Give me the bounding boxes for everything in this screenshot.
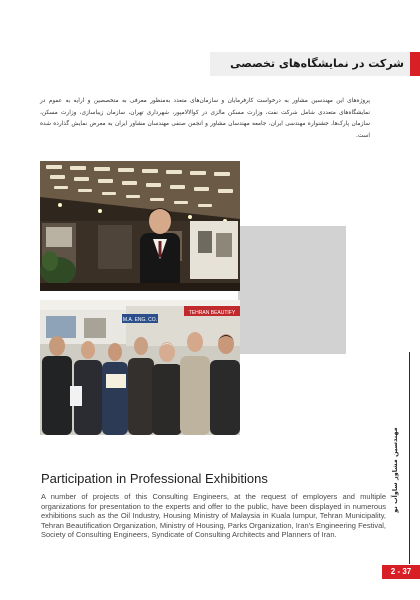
side-company-name-fa: مهندسین مشاور ساوآب نو xyxy=(391,427,399,513)
booth-sign-text: M.A. ENG. CO. xyxy=(122,317,158,323)
section-heading-en: Participation in Professional Exhibitions xyxy=(41,471,268,486)
exhibition-photo-2 xyxy=(40,300,240,435)
page-title-fa: شرکت در نمایشگاه‌های تخصصی xyxy=(230,57,404,70)
intro-paragraph-fa: پروژه‌های این مهندسین مشاور به درخواست کارفرمایان و سازمان‌های متعدد به‌منظور معرفی به متخصصین و ارایه به عموم در نمایشگاه‌های متعددی شامل شرکت نفت، وزارت مسکن مالزی در کوالالامپور، شهرداری تهران، سازمان زیباسازی، وزارت مسکن، سازمان پارک‌ها، جشنواره مهندسی ایران، جامعه مهندسان مشاور و انجمن صنفی مهندسان مشاور ایران به معرض نمایش گذارده شده است. xyxy=(40,98,370,139)
page-number: 2 - 37 xyxy=(382,565,420,579)
section-body-en: A number of projects of this Consulting Engineers, at the request of employers and multiple organizations for presentation to the experts and offer to the public, have been displayed in numerous exhibitions such as the Oil Industry, Housing Ministry of Malaysia in Kuala lumpur, Tehran Municipality, Tehran Beautification Organization, Ministry of Housing, Parks Organization, Iran's Engineering Festival, Society of Consulting Engineers, Syndicate of Consulting Architects and Planners of Iran. xyxy=(41,492,386,540)
booth-banner-text: TEHRAN BEAUTIFY xyxy=(188,310,236,316)
exhibition-photo-1 xyxy=(40,161,240,291)
side-divider xyxy=(409,352,410,564)
decorative-gray-block xyxy=(238,226,346,354)
